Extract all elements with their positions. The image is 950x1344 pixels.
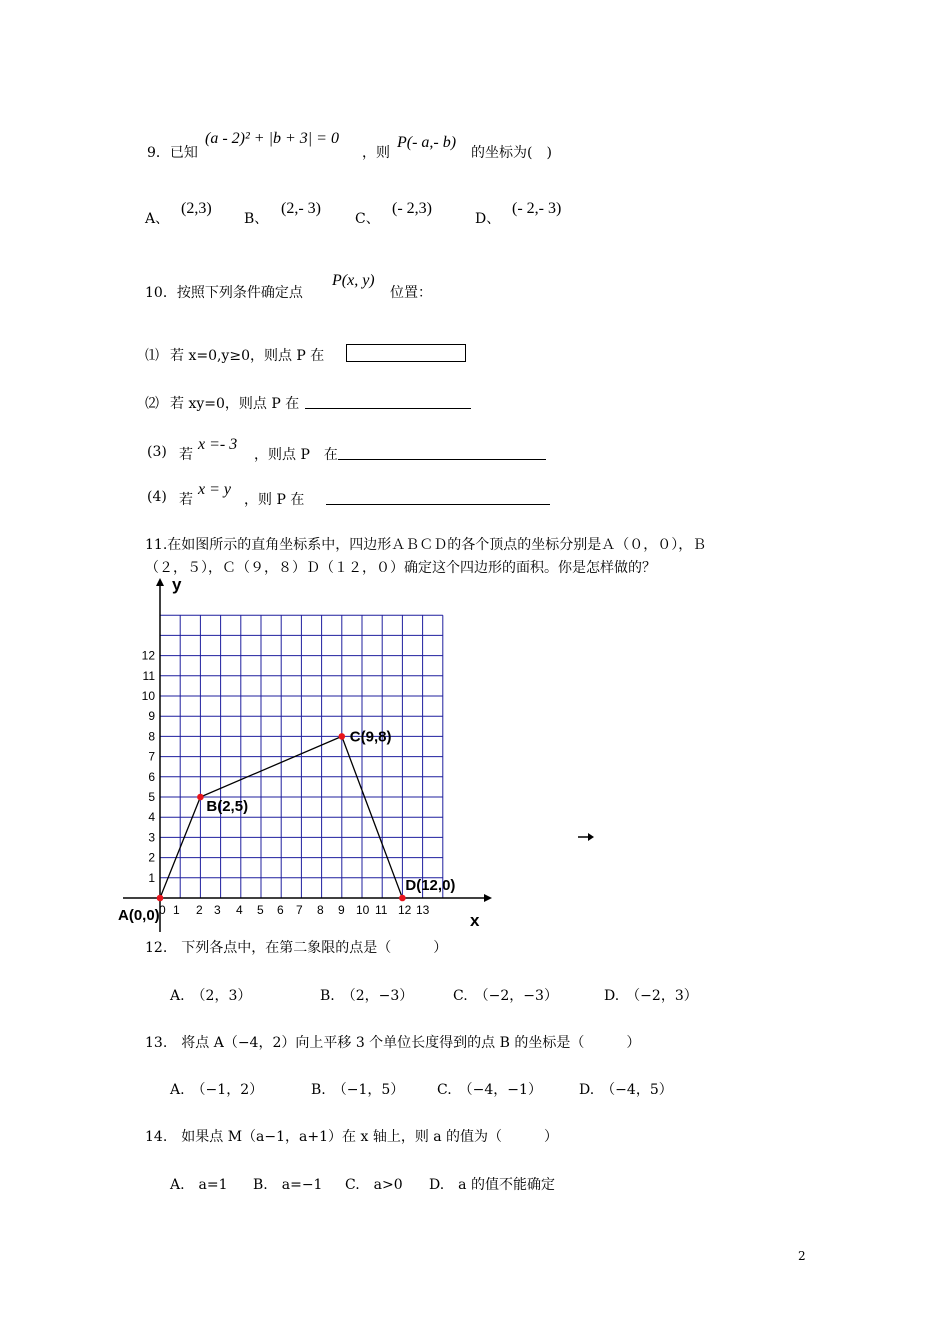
q9-option-a-letter: A、 xyxy=(145,211,170,227)
q10-item1-text: 若 x=0,y≥0，则点 P 在 xyxy=(170,348,325,364)
q11-line2: （２，５），Ｃ（９，８）Ｄ（１２，０）确定这个四边形的面积。你是怎样做的？ xyxy=(145,560,656,576)
y-tick-label: 6 xyxy=(148,769,155,784)
q9-option-c-value: (- 2,3) xyxy=(392,200,432,217)
vertex-point xyxy=(339,733,346,740)
y-axis-label: y xyxy=(172,575,182,594)
q9-option-c-letter: C、 xyxy=(355,211,380,227)
q9-mid: ，则 xyxy=(362,145,390,161)
q10-item3-num: (3) xyxy=(147,444,167,460)
vertex-point xyxy=(399,895,406,902)
q13-option-d: D. （−4，5） xyxy=(579,1082,673,1098)
q10-suffix: 位置： xyxy=(390,285,432,301)
y-tick-label: 3 xyxy=(148,830,155,845)
x-tick-label: 3 xyxy=(214,903,221,917)
q10-item4-math: x = y xyxy=(198,481,231,498)
q10-item3-math: x =- 3 xyxy=(198,436,238,453)
q9-option-b-value: (2,- 3) xyxy=(281,200,321,217)
q13-option-a: A. （−1，2） xyxy=(170,1082,264,1098)
q14-option-b: B. a=−1 xyxy=(253,1177,323,1193)
x-tick-label: 13 xyxy=(416,903,430,917)
y-tick-label: 10 xyxy=(141,689,155,703)
vertex-point xyxy=(197,794,204,801)
q10-item4-pre: 若 xyxy=(179,492,193,508)
x-tick-label: 5 xyxy=(257,903,264,917)
y-tick-label: 12 xyxy=(141,648,155,663)
x-tick-label: 12 xyxy=(398,903,412,917)
q10-prefix: 10．按照下列条件确定点 xyxy=(145,285,303,301)
x-tick-label: 1 xyxy=(173,903,180,917)
x-tick-label: 2 xyxy=(196,903,203,917)
q9-suffix: 的坐标为( ) xyxy=(471,145,552,161)
x-tick-label: 11 xyxy=(375,903,388,917)
q10-item4-post: ，则 P 在 xyxy=(244,492,305,508)
vertex-label: D(12,0) xyxy=(405,877,456,894)
y-tick-label: 8 xyxy=(148,729,155,744)
q11-line1: 11.在如图所示的直角坐标系中，四边形ＡＢＣＤ的各个顶点的坐标分别是Ａ（０，０），Ｂ xyxy=(145,537,707,553)
q14-option-c: C. a>0 xyxy=(345,1177,403,1193)
q12-option-d: D. （−2，3） xyxy=(604,988,698,1004)
x-tick-label: 0 xyxy=(159,903,166,917)
q10-item2-num: ⑵ xyxy=(145,396,159,412)
y-tick-label: 4 xyxy=(148,810,155,825)
x-axis-arrow-icon xyxy=(484,894,492,902)
q12-stem: 12. 下列各点中，在第二象限的点是（ ） xyxy=(145,940,448,956)
x-tick-label: 7 xyxy=(296,903,303,917)
y-tick-label: 9 xyxy=(148,709,155,724)
q10-item1-num: ⑴ xyxy=(145,348,159,364)
q10-item2-text: 若 xy=0，则点 P 在 xyxy=(170,396,300,412)
y-tick-label: 5 xyxy=(148,790,155,804)
arrow-icon xyxy=(577,831,595,843)
y-axis-arrow-icon xyxy=(156,578,164,586)
x-tick-label: 8 xyxy=(317,903,324,917)
vertex-point xyxy=(157,895,164,902)
x-tick-label: 4 xyxy=(236,903,243,917)
q13-option-c: C. （−4，−1） xyxy=(437,1082,542,1098)
page-number: 2 xyxy=(798,1249,806,1263)
q12-option-b: B. （2，−3） xyxy=(320,988,414,1004)
q12-option-a: A. （2，3） xyxy=(170,988,252,1004)
q14-option-d: D. a 的值不能确定 xyxy=(429,1177,555,1193)
vertex-label: B(2,5) xyxy=(206,798,249,815)
y-tick-label: 2 xyxy=(148,850,155,865)
q14-stem: 14. 如果点 M（a−1，a+1）在 x 轴上，则 a 的值为（ ） xyxy=(145,1129,559,1145)
x-tick-label: 6 xyxy=(277,903,284,917)
x-tick-label: 9 xyxy=(338,903,345,917)
y-tick-label: 1 xyxy=(148,870,155,885)
q12-option-c: C. （−2，−3） xyxy=(453,988,558,1004)
q9-option-b-letter: B、 xyxy=(244,211,269,227)
q13-stem: 13. 将点 A（−4，2）向上平移 3 个单位长度得到的点 B 的坐标是（ ） xyxy=(145,1035,641,1051)
y-tick-label: 7 xyxy=(148,749,155,764)
x-tick-label: 10 xyxy=(356,903,370,917)
q10-point: P(x, y) xyxy=(332,272,375,289)
q13-option-b: B. （−1，5） xyxy=(311,1082,405,1098)
q9-option-a-value: (2,3) xyxy=(181,200,212,217)
vertex-label: A(0,0) xyxy=(118,907,160,924)
q9-point: P(- a,- b) xyxy=(397,134,457,151)
q10-item4-num: (4) xyxy=(147,489,167,505)
q9-condition: (a - 2)² + |b + 3| = 0 xyxy=(205,130,339,147)
q9-option-d-value: (- 2,- 3) xyxy=(512,200,562,217)
q9-prefix: 9．已知 xyxy=(147,145,198,161)
vertex-label: C(9,8) xyxy=(349,728,392,746)
x-axis-label: x xyxy=(470,911,480,930)
q14-option-a: A. a=1 xyxy=(170,1177,228,1193)
q9-option-d-letter: D、 xyxy=(475,211,501,227)
q10-item3-pre: 若 xyxy=(179,447,193,463)
y-tick-label: 11 xyxy=(142,668,155,683)
q10-item3-post: ，则点 P 在 xyxy=(254,447,338,463)
